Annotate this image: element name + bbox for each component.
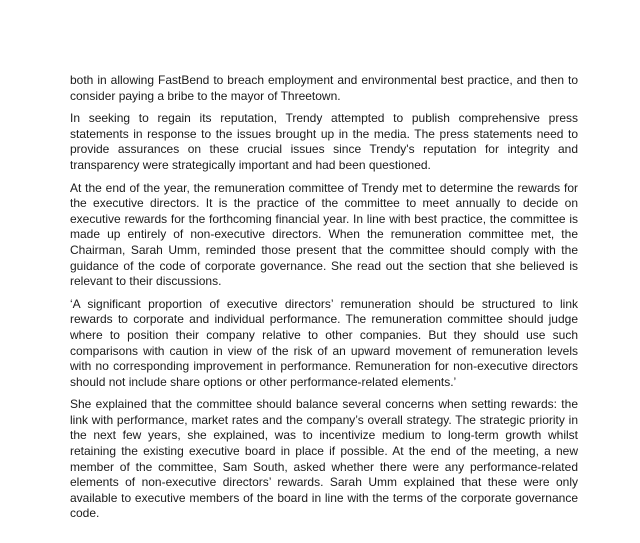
paragraph-committee-concerns: She explained that the committee should balance several concerns when setting rewards: the link with performance, market rates and the company’s overall strategy. The strategic priority in the next few years, she explained, was to incentivize medium to long-term growth whilst retaining the existing executive board in place if possible. At the end of the meeting, a new member of the committee, Sam South, asked whether there were any performance-related elements of non-executive directors’ rewards. Sarah Umm explained that these were only available to executive members of the board in line with the terms of the corporate governance code. <box>70 397 578 521</box>
paragraph-press-statements: In seeking to regain its reputation, Trendy attempted to publish comprehensive press statements in response to the issues brought up in the media. The press statements need to provide assurances on these crucial issues since Trendy's reputation for integrity and transparency were strategically important and had been questioned. <box>70 111 578 172</box>
paragraph-fastbend: both in allowing FastBend to breach employment and environmental best practice, and then to consider paying a bribe to the mayor of Threetown. <box>70 73 578 103</box>
paragraph-code-quote: ‘A significant proportion of executive directors’ remuneration should be structured to link rewards to corporate and individual performance. The remuneration committee should judge where to position their company relative to other companies. But they should use such comparisons with caution in view of the risk of an upward movement of remuneration levels with no corresponding improvement in performance. Remuneration for non-executive directors should not include share options or other performance-related elements.’ <box>70 296 578 389</box>
document-page <box>70 73 578 529</box>
paragraph-remuneration-committee: At the end of the year, the remuneration committee of Trendy met to determine the rewards for the executive directors. It is the practice of the committee to meet annually to decide on executive rewards for the forthcoming financial year. In line with best practice, the committee is made up entirely of non-executive directors. When the remuneration committee met, the Chairman, Sarah Umm, reminded those present that the committee should comply with the guidance of the code of corporate governance. She read out the section that she believed is relevant to their discussions. <box>70 180 578 289</box>
